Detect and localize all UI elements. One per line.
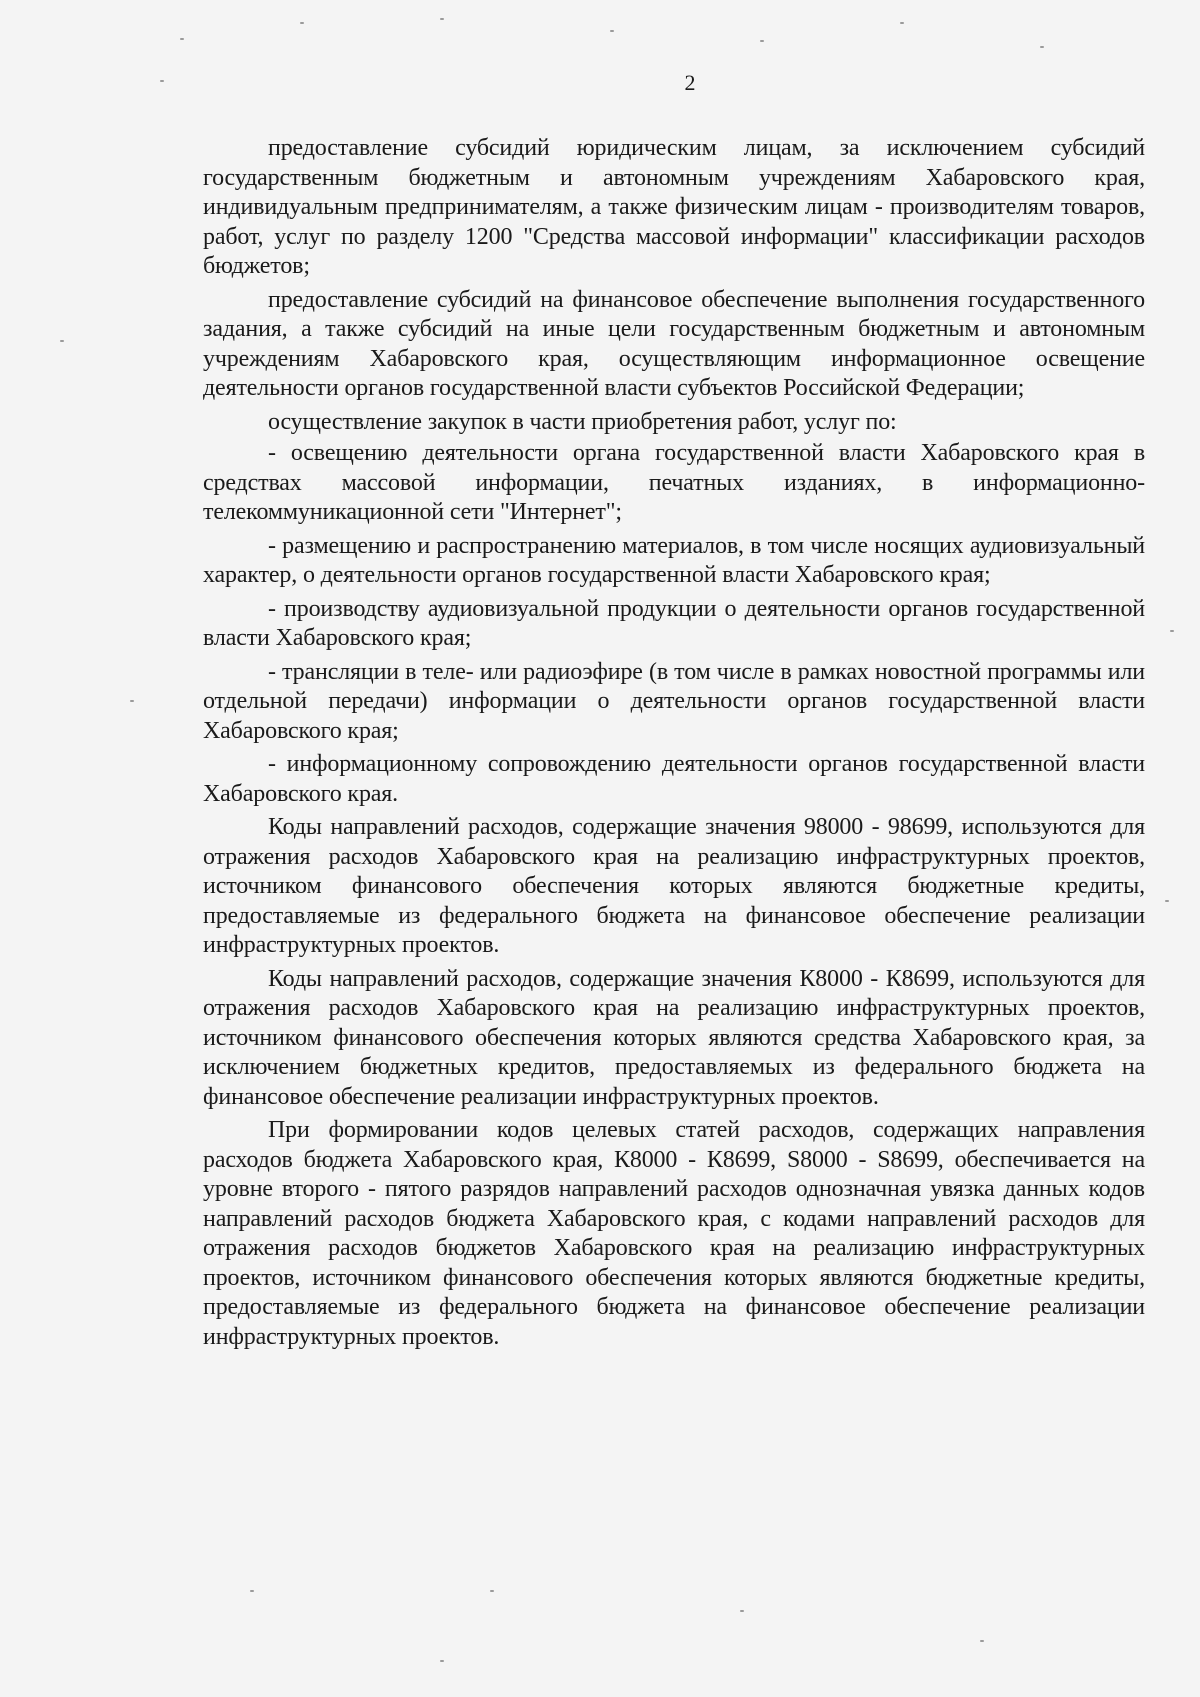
- scan-speck: [440, 1660, 444, 1662]
- list-item-broadcast: - трансляции в теле- или радиоэфире (в том числе в рамках новостной программы или отдельной передачи) информации о деятельности органов государственной власти Хабаровского края;: [203, 658, 1145, 744]
- paragraph-subsidies-state-task: предоставление субсидий на финансовое обеспечение выполнения государственного задания, а также субсидий на иные цели государственным бюджетным и автономным учреждениям Хабаровского края, осуществляющим информационное освещение деятельности органов государственной власти субъектов Российской Федерации;: [203, 286, 1145, 401]
- scan-speck: [1170, 630, 1174, 632]
- scan-speck: [300, 22, 304, 24]
- scan-speck: [900, 22, 904, 24]
- scan-speck: [440, 18, 444, 20]
- scan-speck: [490, 1590, 494, 1592]
- scan-speck: [1040, 46, 1044, 48]
- scan-speck: [760, 40, 764, 42]
- page-number: 2: [684, 70, 696, 95]
- list-item-coverage: - освещению деятельности органа государственной власти Хабаровского края в средствах массовой информации, печатных изданиях, в информационно-телекоммуникационной сети "Интернет";: [203, 440, 1145, 525]
- paragraph-subsidies-legal-entities: предоставление субсидий юридическим лицам, за исключением субсидий государственным бюджетным и автономным учреждениям Хабаровского края, индивидуальным предпринимателям, а также физическим лицам - производителям товаров, работ, услуг по разделу 1200 "Средства массовой информации" классификации расходов бюджетов;: [203, 135, 1145, 279]
- list-item-production: - производству аудиовизуальной продукции о деятельности органов государственной власти Хабаровского края;: [203, 595, 1145, 651]
- scan-speck: [180, 38, 184, 40]
- paragraph-codes-98000: Коды направлений расходов, содержащие значения 98000 - 98699, используются для отражения расходов Хабаровского края на реализацию инфраструктурных проектов, источником финансового обеспечения которых являются бюджетные кредиты, предоставляемые из федерального бюджета на финансовое обеспечение реализации инфраструктурных проектов.: [203, 814, 1145, 958]
- scan-speck: [130, 700, 134, 702]
- scan-speck: [980, 1640, 984, 1642]
- document-body: [203, 134, 1145, 1356]
- paragraph-codes-k8000: Коды направлений расходов, содержащие значения К8000 - К8699, используются для отражения расходов Хабаровского края на реализацию инфраструктурных проектов, источником финансового обеспечения которых являются средства Хабаровского края, за исключением бюджетных кредитов, предоставляемых из федерального бюджета на финансовое обеспечение реализации инфраструктурных проектов.: [203, 965, 1145, 1110]
- scan-speck: [160, 80, 164, 82]
- paragraph-procurement-intro: осуществление закупок в части приобретения работ, услуг по:: [268, 408, 897, 435]
- paragraph-code-formation: При формировании кодов целевых статей расходов, содержащих направления расходов бюджета Хабаровского края, К8000 - К8699, S8000 - S8699, обеспечивается на уровне второго - пятого разрядов направлений расходов однозначная увязка данных кодов направлений расходов бюджета Хабаровского края, с кодами направлений расходов для отражения расходов бюджетов Хабаровского края на реализацию инфраструктурных проектов, источником финансового обеспечения которых являются бюджетные кредиты, предоставляемые из федерального бюджета на финансовое обеспечение реализации инфраструктурных проектов.: [203, 1117, 1145, 1350]
- scan-speck: [60, 340, 64, 342]
- scan-speck: [1165, 900, 1169, 902]
- list-item-support: - информационному сопровождению деятельности органов государственной власти Хабаровского края.: [203, 751, 1145, 807]
- scan-speck: [250, 1590, 254, 1592]
- list-item-placement: - размещению и распространению материалов, в том числе носящих аудиовизуальный характер, о деятельности органов государственной власти Хабаровского края;: [203, 532, 1145, 588]
- scan-speck: [740, 1610, 744, 1612]
- scan-speck: [610, 30, 614, 32]
